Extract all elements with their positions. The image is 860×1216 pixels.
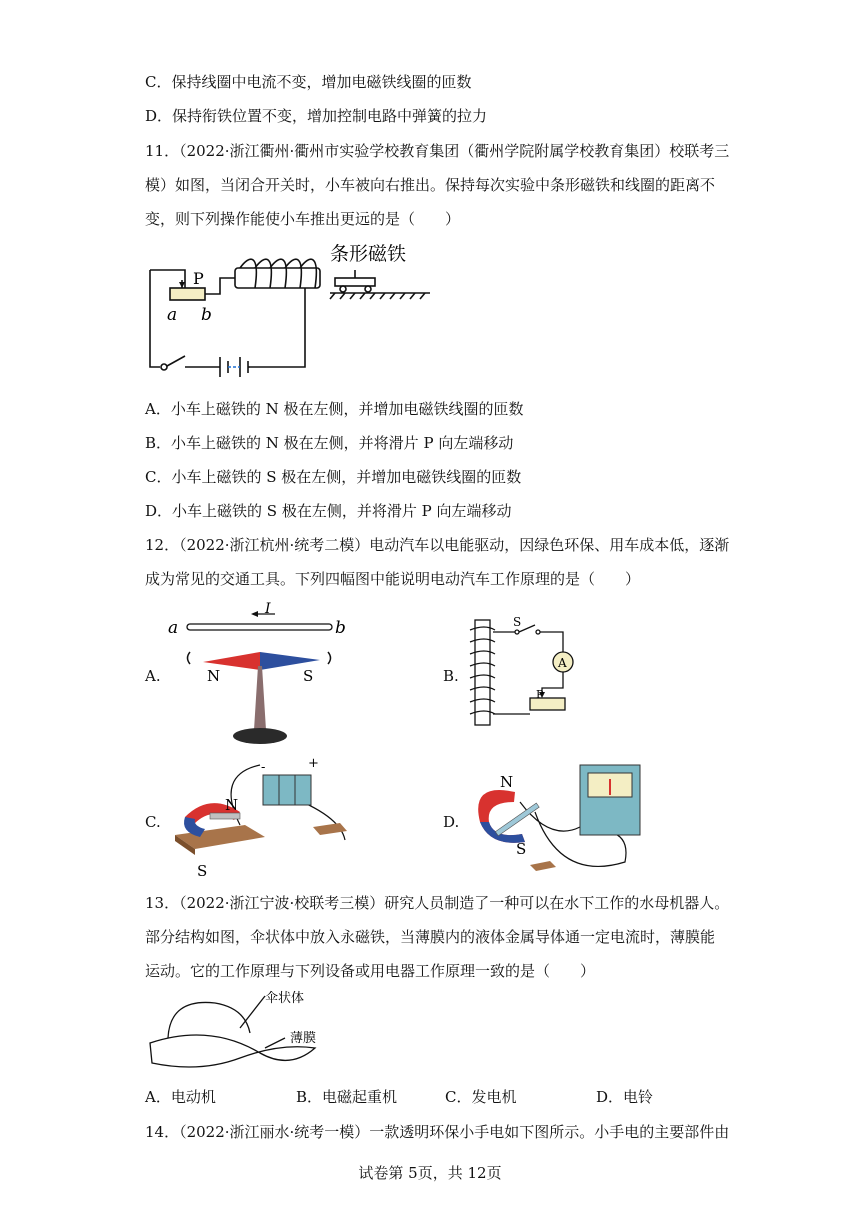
q10-option-c: C．保持线圈中电流不变，增加电磁铁线圈的匝数 <box>145 73 472 91</box>
q14-stem-line-1: 14．（2022·浙江丽水·统考一模）一款透明环保小手电如下图所示。小手电的主要部件由 <box>145 1123 730 1141</box>
q12b-ammeter-label: A <box>558 656 567 670</box>
q13-stem-line-1: 13．（2022·浙江宁波·校联考三模）研究人员制造了一种可以在水下工作的水母机器人。 <box>145 894 730 912</box>
q13-option-c: C．发电机 <box>445 1088 517 1106</box>
q12c-north-label: N <box>225 796 239 814</box>
q12a-north-label: N <box>207 667 221 685</box>
page-footer: 试卷第 5页，共 12页 <box>358 1164 502 1182</box>
q12c-south-label: S <box>197 862 208 880</box>
q10-option-d: D．保持衔铁位置不变，增加控制电路中弹簧的拉力 <box>145 107 488 125</box>
q12-option-a-label: A. <box>145 667 161 685</box>
q11-option-a: A．小车上磁铁的 N 极在左侧，并增加电磁铁线圈的匝数 <box>145 400 524 418</box>
q11-option-b: B．小车上磁铁的 N 极在左侧，并将滑片 P 向左端移动 <box>145 434 514 452</box>
q12d-north-label: N <box>500 773 514 791</box>
q13-stem-line-3: 运动。它的工作原理与下列设备或用电器工作原理一致的是（ ） <box>145 962 596 980</box>
q12a-end-b-label: b <box>335 618 346 638</box>
q13-jellyfish-figure <box>140 988 360 1078</box>
q12-option-c-label: C. <box>145 813 161 831</box>
q12a-south-label: S <box>303 667 314 685</box>
q12b-switch-label: S <box>513 615 522 629</box>
q11-magnet-label: 条形磁铁 <box>330 243 407 265</box>
q13-option-a: A．电动机 <box>145 1088 216 1106</box>
q12-option-d-label: D. <box>443 813 460 831</box>
q12-figure-d-generator <box>460 757 650 882</box>
q13-option-b: B．电磁起重机 <box>296 1088 398 1106</box>
q13-membrane-label: 薄膜 <box>290 1031 317 1046</box>
q11-stem-line-3: 变，则下列操作能使小车推出更远的是（ ） <box>145 210 461 228</box>
q12a-current-label: I <box>265 601 271 617</box>
q11-end-b-label: b <box>201 305 212 325</box>
q11-end-a-label: a <box>167 305 178 325</box>
q12-figure-b-electromagnet <box>460 610 600 735</box>
q11-stem-line-2: 模）如图，当闭合开关时，小车被向右推出。保持每次实验中条形磁铁和线圈的距离不 <box>145 176 716 194</box>
q11-circuit-figure <box>140 240 440 385</box>
q11-option-d: D．小车上磁铁的 S 极在左侧，并将滑片 P 向左端移动 <box>145 502 512 520</box>
q12-figure-a-compass <box>165 600 355 750</box>
q12-stem-line-2: 成为常见的交通工具。下列四幅图中能说明电动汽车工作原理的是（ ） <box>145 570 641 588</box>
q13-stem-line-2: 部分结构如图，伞状体中放入永磁铁，当薄膜内的液体金属导体通一定电流时，薄膜能 <box>145 928 716 946</box>
q13-umbrella-label: 伞状体 <box>265 991 305 1006</box>
q13-option-d: D．电铃 <box>596 1088 654 1106</box>
q12d-south-label: S <box>516 840 527 858</box>
q12-stem-line-1: 12．（2022·浙江杭州·统考二模）电动汽车以电能驱动，因绿色环保、用车成本低，逐渐 <box>145 536 730 554</box>
q11-option-c: C．小车上磁铁的 S 极在左侧，并增加电磁铁线圈的匝数 <box>145 468 522 486</box>
q12c-minus-label: - <box>261 760 266 775</box>
q12-figure-c-motor <box>165 755 365 880</box>
q12b-slider-label: P <box>536 688 544 701</box>
q12a-end-a-label: a <box>168 618 179 638</box>
q12-option-b-label: B. <box>443 667 459 685</box>
q11-stem-line-1: 11．（2022·浙江衢州·衢州市实验学校教育集团（衢州学院附属学校教育集团）校联考三 <box>145 142 730 160</box>
q12c-plus-label: + <box>308 756 319 771</box>
q11-slider-p-label: P <box>193 269 204 288</box>
